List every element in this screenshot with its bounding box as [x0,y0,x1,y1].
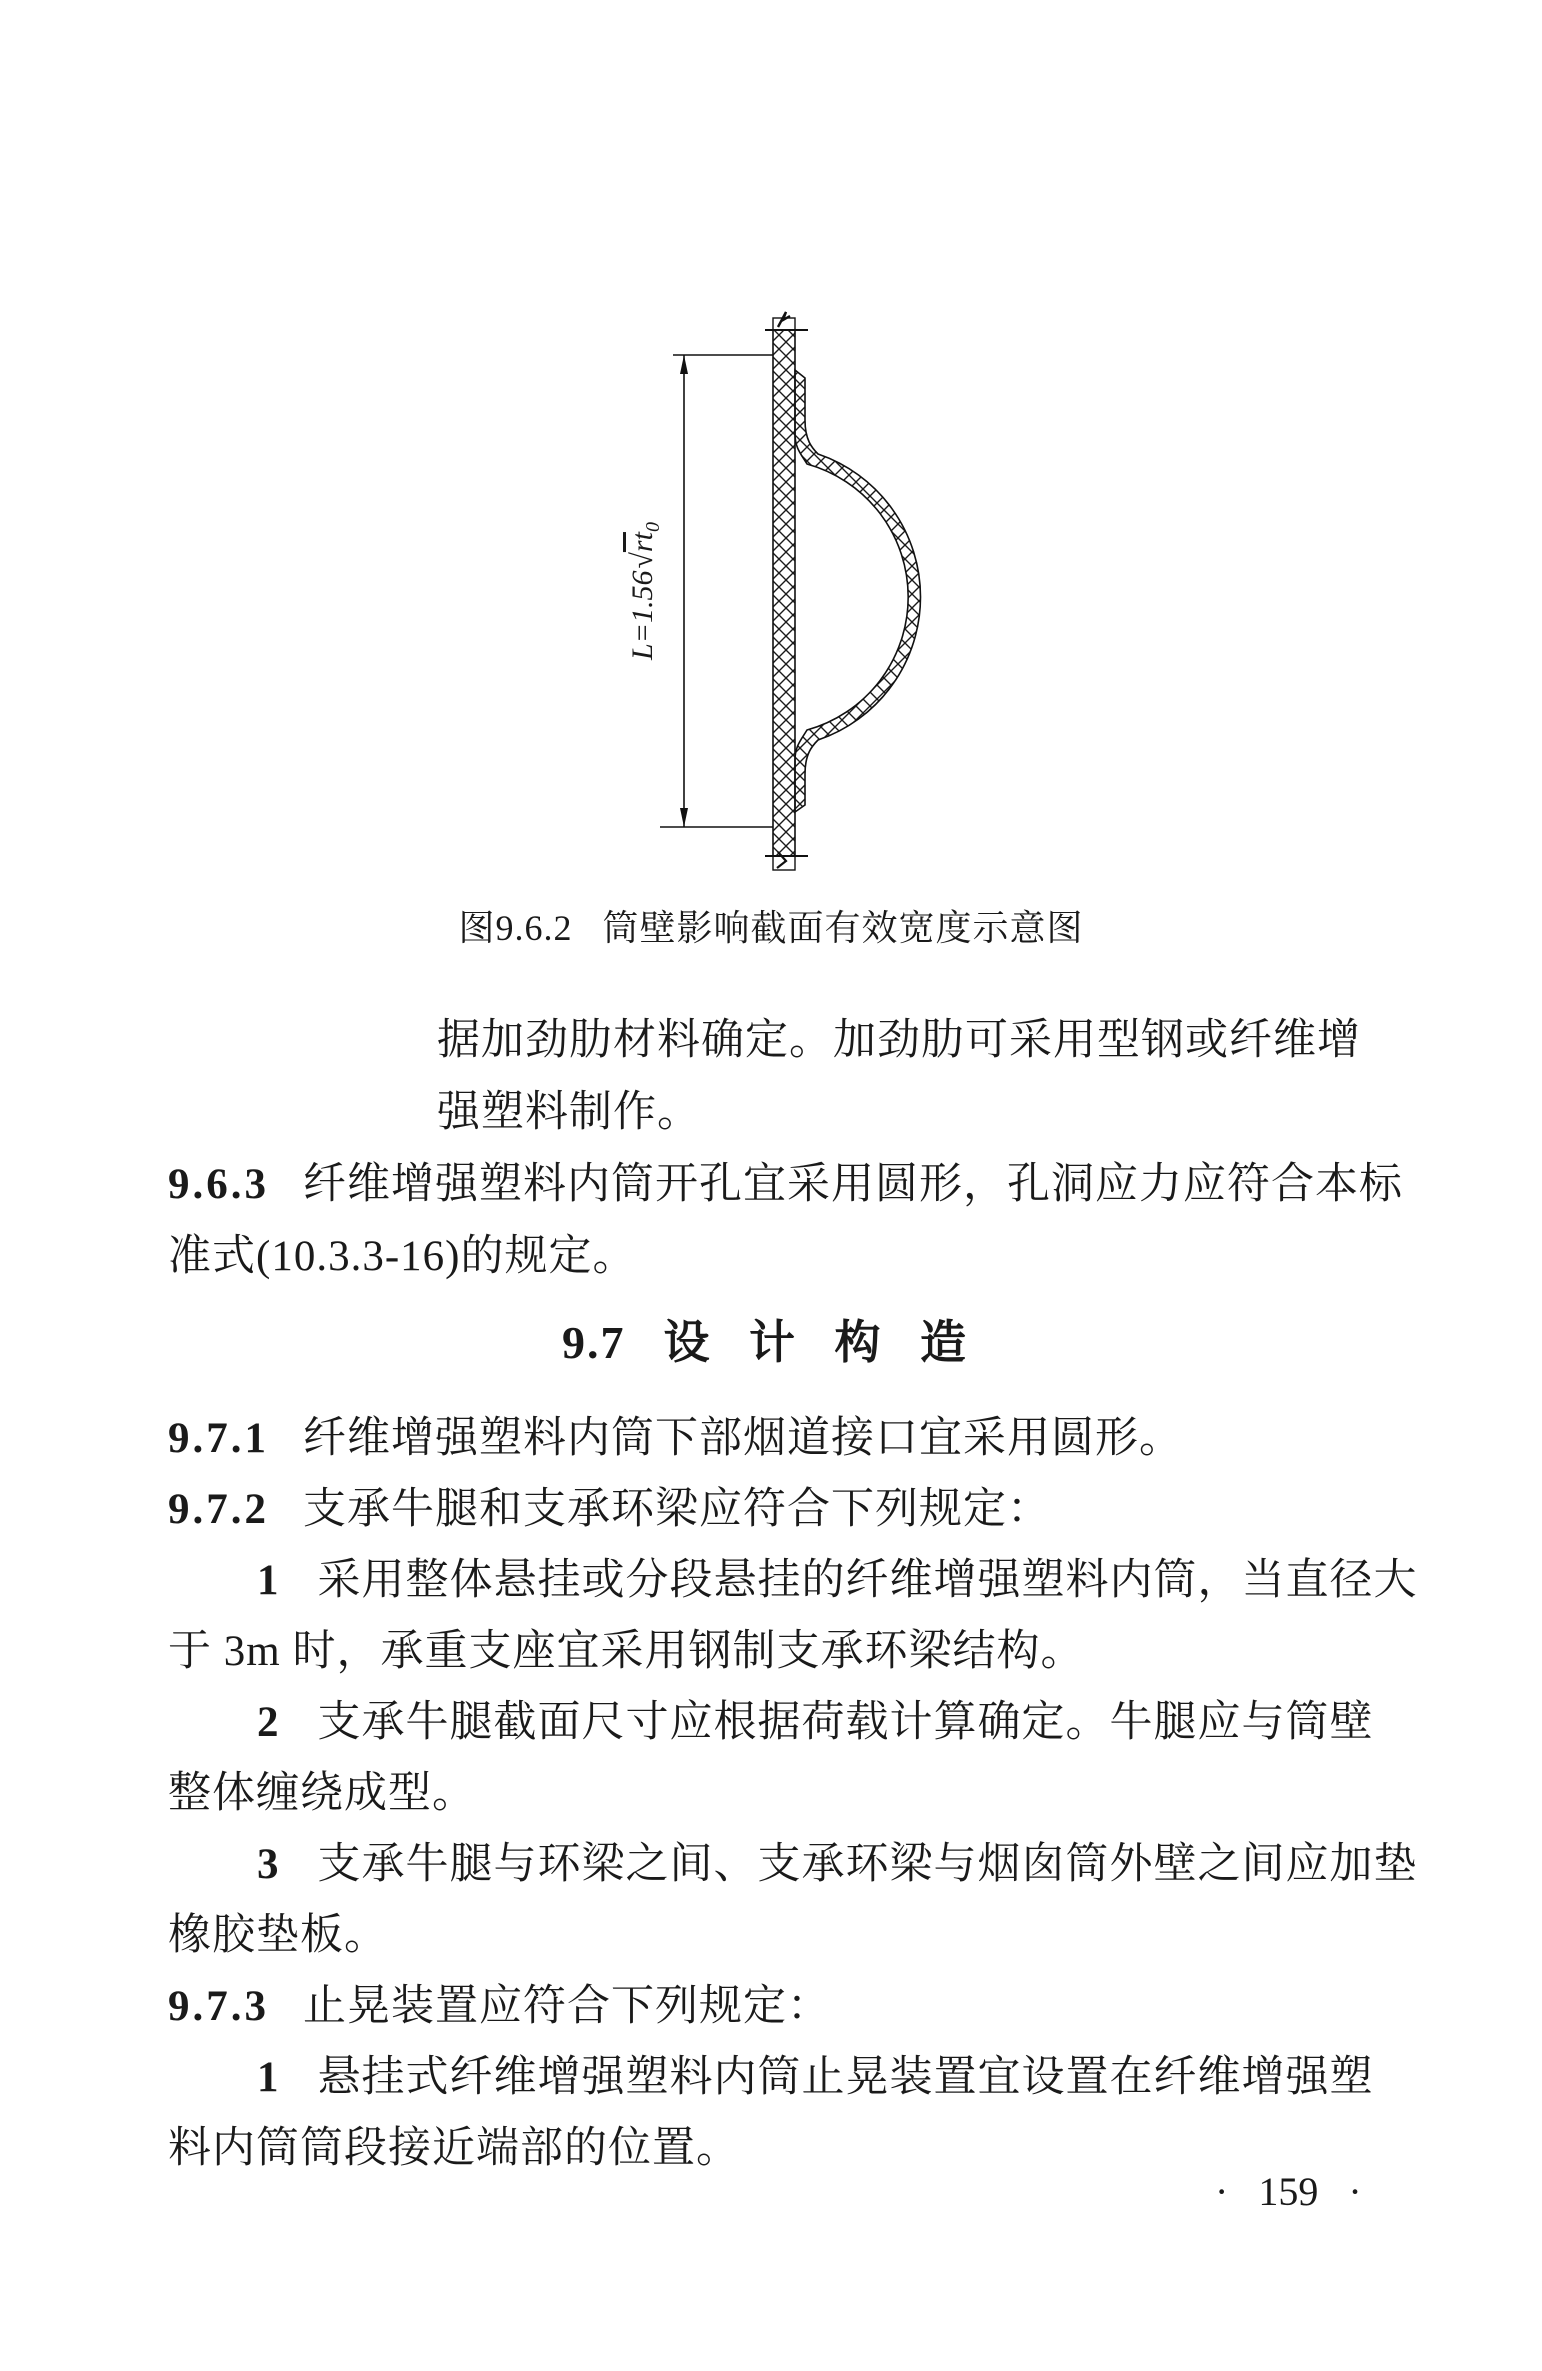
figure-diagram [618,300,963,885]
clause-9-7-1 [168,1410,1183,1468]
item-text: 支承牛腿截面尺寸应根据荷载计算确定。牛腿应与筒壁 [317,1699,1374,1746]
clause-text: 纤维增强塑料内筒下部烟道接口宜采用圆形。 [303,1415,1183,1462]
item-9-7-2-2-line1 [257,1694,1374,1752]
clause-text: 支承牛腿和支承环梁应符合下列规定： [303,1486,1051,1533]
clause-9-6-3-line1 [168,1156,1403,1214]
dim-label-radicand: rt [626,532,659,553]
clause-number: 9.7.2 [168,1486,269,1533]
item-9-7-2-3-line2: 橡胶垫板。 [168,1912,388,1959]
liner-bulge [795,370,921,812]
section-number: 9.7 [562,1317,626,1368]
clause-9-6-3-line2: 准式(10.3.3-16)的规定。 [168,1233,637,1280]
item-9-7-2-2-line2: 整体缠绕成型。 [168,1770,476,1817]
item-9-7-2-1-line2: 于 3m 时，承重支座宜采用钢制支承环梁结构。 [168,1628,1085,1675]
sqrt-symbol: √ [626,552,659,569]
section-heading [0,1306,1542,1372]
item-text: 悬挂式纤维增强塑料内筒止晃装置宜设置在纤维增强塑 [317,2054,1374,2101]
clause-text: 纤维增强塑料内筒开孔宜采用圆形，孔洞应力应符合本标 [303,1161,1403,1208]
dim-label-subscript: 0 [642,522,664,533]
figure-caption-number: 图9.6.2 [458,908,573,948]
item-number: 2 [257,1699,280,1746]
clause-number: 9.7.3 [168,1983,269,2030]
item-text: 采用整体悬挂或分段悬挂的纤维增强塑料内筒，当直径大 [317,1557,1418,1604]
chimney-wall-section-drawing [618,300,963,885]
figure-caption [0,900,1542,951]
item-number: 1 [257,1557,280,1604]
section-title: 设 计 构 造 [663,1317,980,1368]
item-9-7-2-1-line1 [257,1552,1418,1610]
item-9-7-2-3-line1 [257,1836,1418,1894]
paragraph-continuation-line2: 强塑料制作。 [437,1089,701,1136]
clause-text: 止晃装置应符合下列规定： [303,1983,831,2030]
clause-9-7-2 [168,1481,1051,1539]
item-9-7-3-1-line2: 料内筒筒段接近端部的位置。 [168,2125,740,2172]
item-number: 3 [257,1841,280,1888]
page-number: · 159 · [1215,2169,1362,2214]
dimension-label [626,522,664,661]
item-9-7-3-1-line1 [257,2049,1374,2107]
item-number: 1 [257,2054,280,2101]
figure-caption-title: 筒壁影响截面有效宽度示意图 [602,908,1084,948]
clause-number: 9.6.3 [168,1161,269,1208]
dim-label-prefix: L=1.56 [626,570,659,660]
dimension-arrow-bottom [680,808,688,827]
item-text: 支承牛腿与环梁之间、支承环梁与烟囱筒外壁之间应加垫 [317,1841,1418,1888]
dimension-arrow-top [680,355,688,374]
clause-9-7-3 [168,1978,831,2036]
paragraph-continuation-line1: 据加劲肋材料确定。加劲肋可采用型钢或纤维增 [437,1017,1361,1064]
clause-number: 9.7.1 [168,1415,269,1462]
tube-wall [773,330,795,856]
